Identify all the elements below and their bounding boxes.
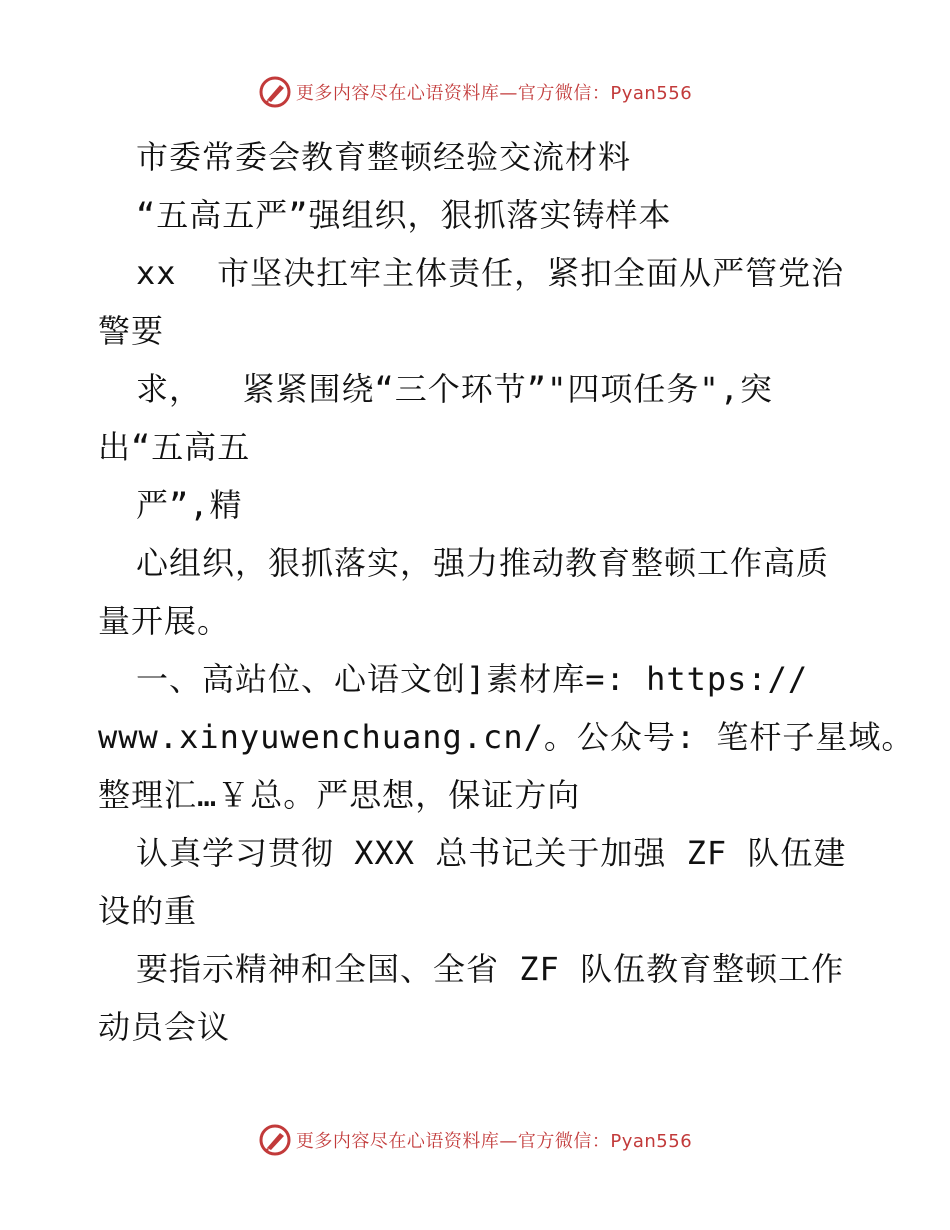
doc-line-14: 设的重 [98,892,198,930]
doc-line-6: 出“五高五 [98,428,251,466]
doc-line-12: 整理汇…￥总。严思想，保证方向 [98,776,581,814]
pen-logo-icon [258,1123,292,1157]
doc-line-13: 认真学习贯彻 XXX 总书记关于加强 ZF 队伍建 [136,834,847,872]
doc-line-7: 严”,精 [136,486,243,524]
footer-watermark-text: 更多内容尽在心语资料库—官方微信：Pyan556 [295,1131,693,1152]
doc-line-10: 一、高站位、心语文创]素材库=: https:// [136,660,809,698]
footer-watermark-banner [0,1120,950,1160]
doc-line-1: 市委常委会教育整顿经验交流材料 [136,138,632,176]
doc-line-15: 要指示精神和全国、全省 ZF 队伍教育整顿工作 [136,950,845,988]
doc-line-9: 量开展。 [98,602,231,640]
doc-line-3: xx 市坚决扛牢主体责任，紧扣全面从严管党治 [136,254,845,292]
header-watermark-banner [0,72,950,112]
doc-line-2: “五高五严”强组织，狠抓落实铸样本 [136,196,672,234]
header-watermark-text: 更多内容尽在心语资料库—官方微信：Pyan556 [295,83,693,104]
doc-line-16: 动员会议 [98,1008,231,1046]
document-body [98,128,915,1056]
doc-line-11: www.xinyuwenchuang.cn/。公众号: 笔杆子星域。 [98,718,915,756]
doc-line-5: 求， 紧紧围绕“三个环节”"四项任务",突 [136,370,773,408]
doc-line-8: 心组织，狠抓落实，强力推动教育整顿工作高质 [136,544,830,582]
pen-logo-icon [258,75,292,109]
doc-line-4: 警要 [98,312,165,350]
